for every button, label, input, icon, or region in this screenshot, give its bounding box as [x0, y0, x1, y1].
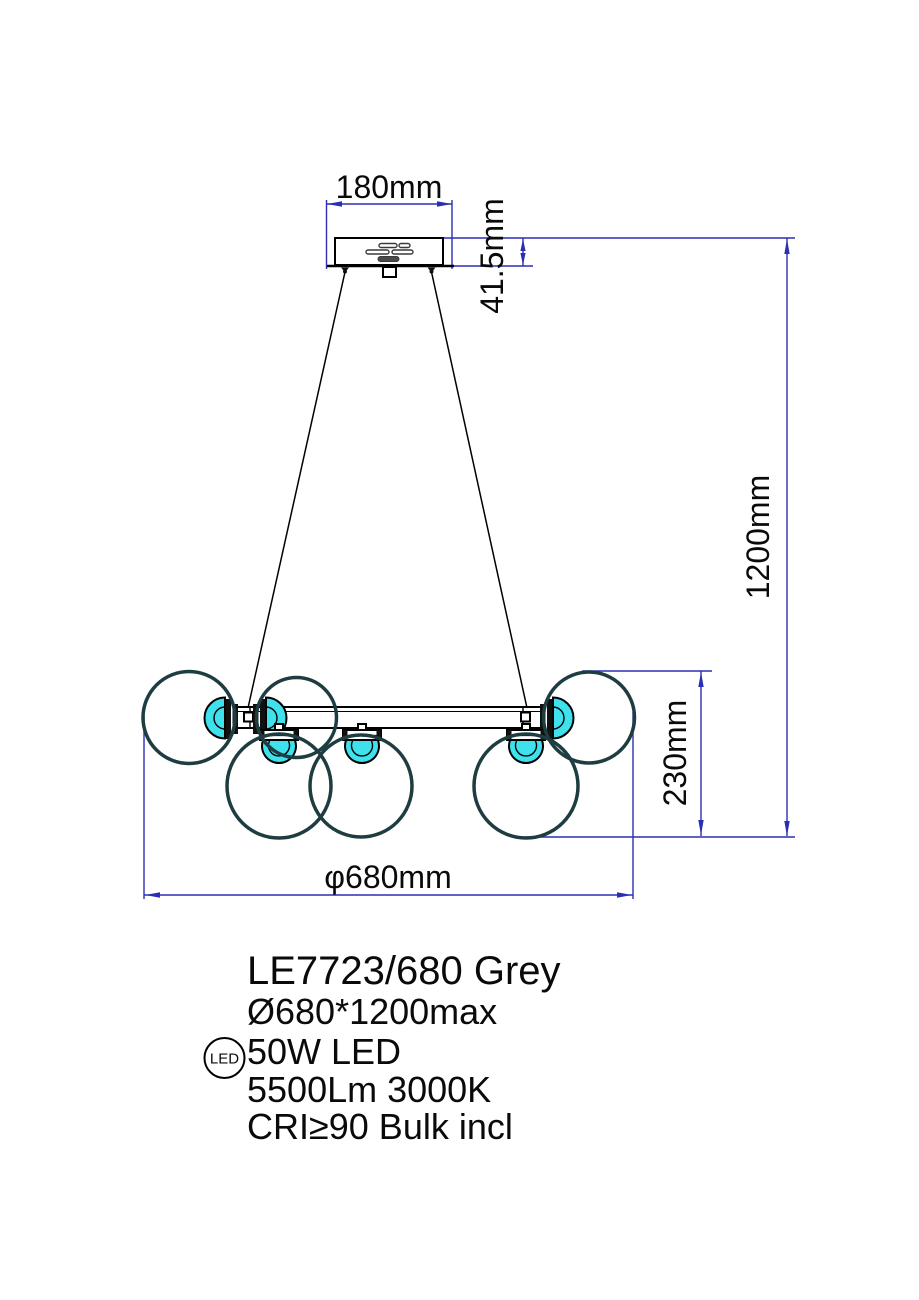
canopy-height-label: 41.5mm: [474, 198, 510, 314]
vent-slot: [366, 250, 389, 254]
suspension-height-label: 1200mm: [740, 474, 776, 600]
dim-suspension-height: [740, 238, 790, 836]
dim-canopy-height: [443, 198, 795, 314]
suspension-cable-right: [432, 272, 528, 708]
product-size: Ø680*1200max: [247, 991, 498, 1032]
canopy-width-label: 180mm: [335, 169, 443, 205]
product-cri: CRI≥90 Bulk incl: [247, 1106, 513, 1147]
dim-diameter: [144, 712, 633, 899]
vent-slot: [399, 244, 410, 248]
led-badge-label: LED: [209, 1050, 240, 1068]
cable-grip: [244, 713, 253, 722]
hanging-bulb-fixture: [343, 724, 381, 763]
arrow-down-icon: [784, 821, 789, 836]
body-height-label: 230mm: [657, 699, 693, 807]
product-power: 50W LED: [247, 1031, 402, 1072]
arrow-left-icon: [145, 892, 160, 897]
product-info: [205, 949, 561, 1147]
arrow-down-icon: [520, 253, 525, 265]
cable-grip: [521, 713, 530, 722]
vent-slot: [378, 257, 399, 262]
suspension-cable-left: [248, 272, 345, 708]
vent-slot: [392, 250, 413, 254]
ceiling-canopy: [327, 238, 454, 277]
vent-slot: [379, 244, 397, 248]
diameter-label: φ680mm: [324, 859, 452, 895]
canopy-connector: [383, 267, 396, 277]
arrow-up-icon: [784, 239, 789, 254]
arrow-down-icon: [698, 820, 703, 835]
product-model: LE7723/680 Grey: [247, 949, 561, 993]
product-luminous: 5500Lm 3000K: [247, 1069, 492, 1110]
arrow-right-icon: [617, 892, 632, 897]
hanging-bulb-fixture: [507, 724, 545, 763]
arrow-up-icon: [520, 239, 525, 251]
arrow-up-icon: [698, 672, 703, 687]
